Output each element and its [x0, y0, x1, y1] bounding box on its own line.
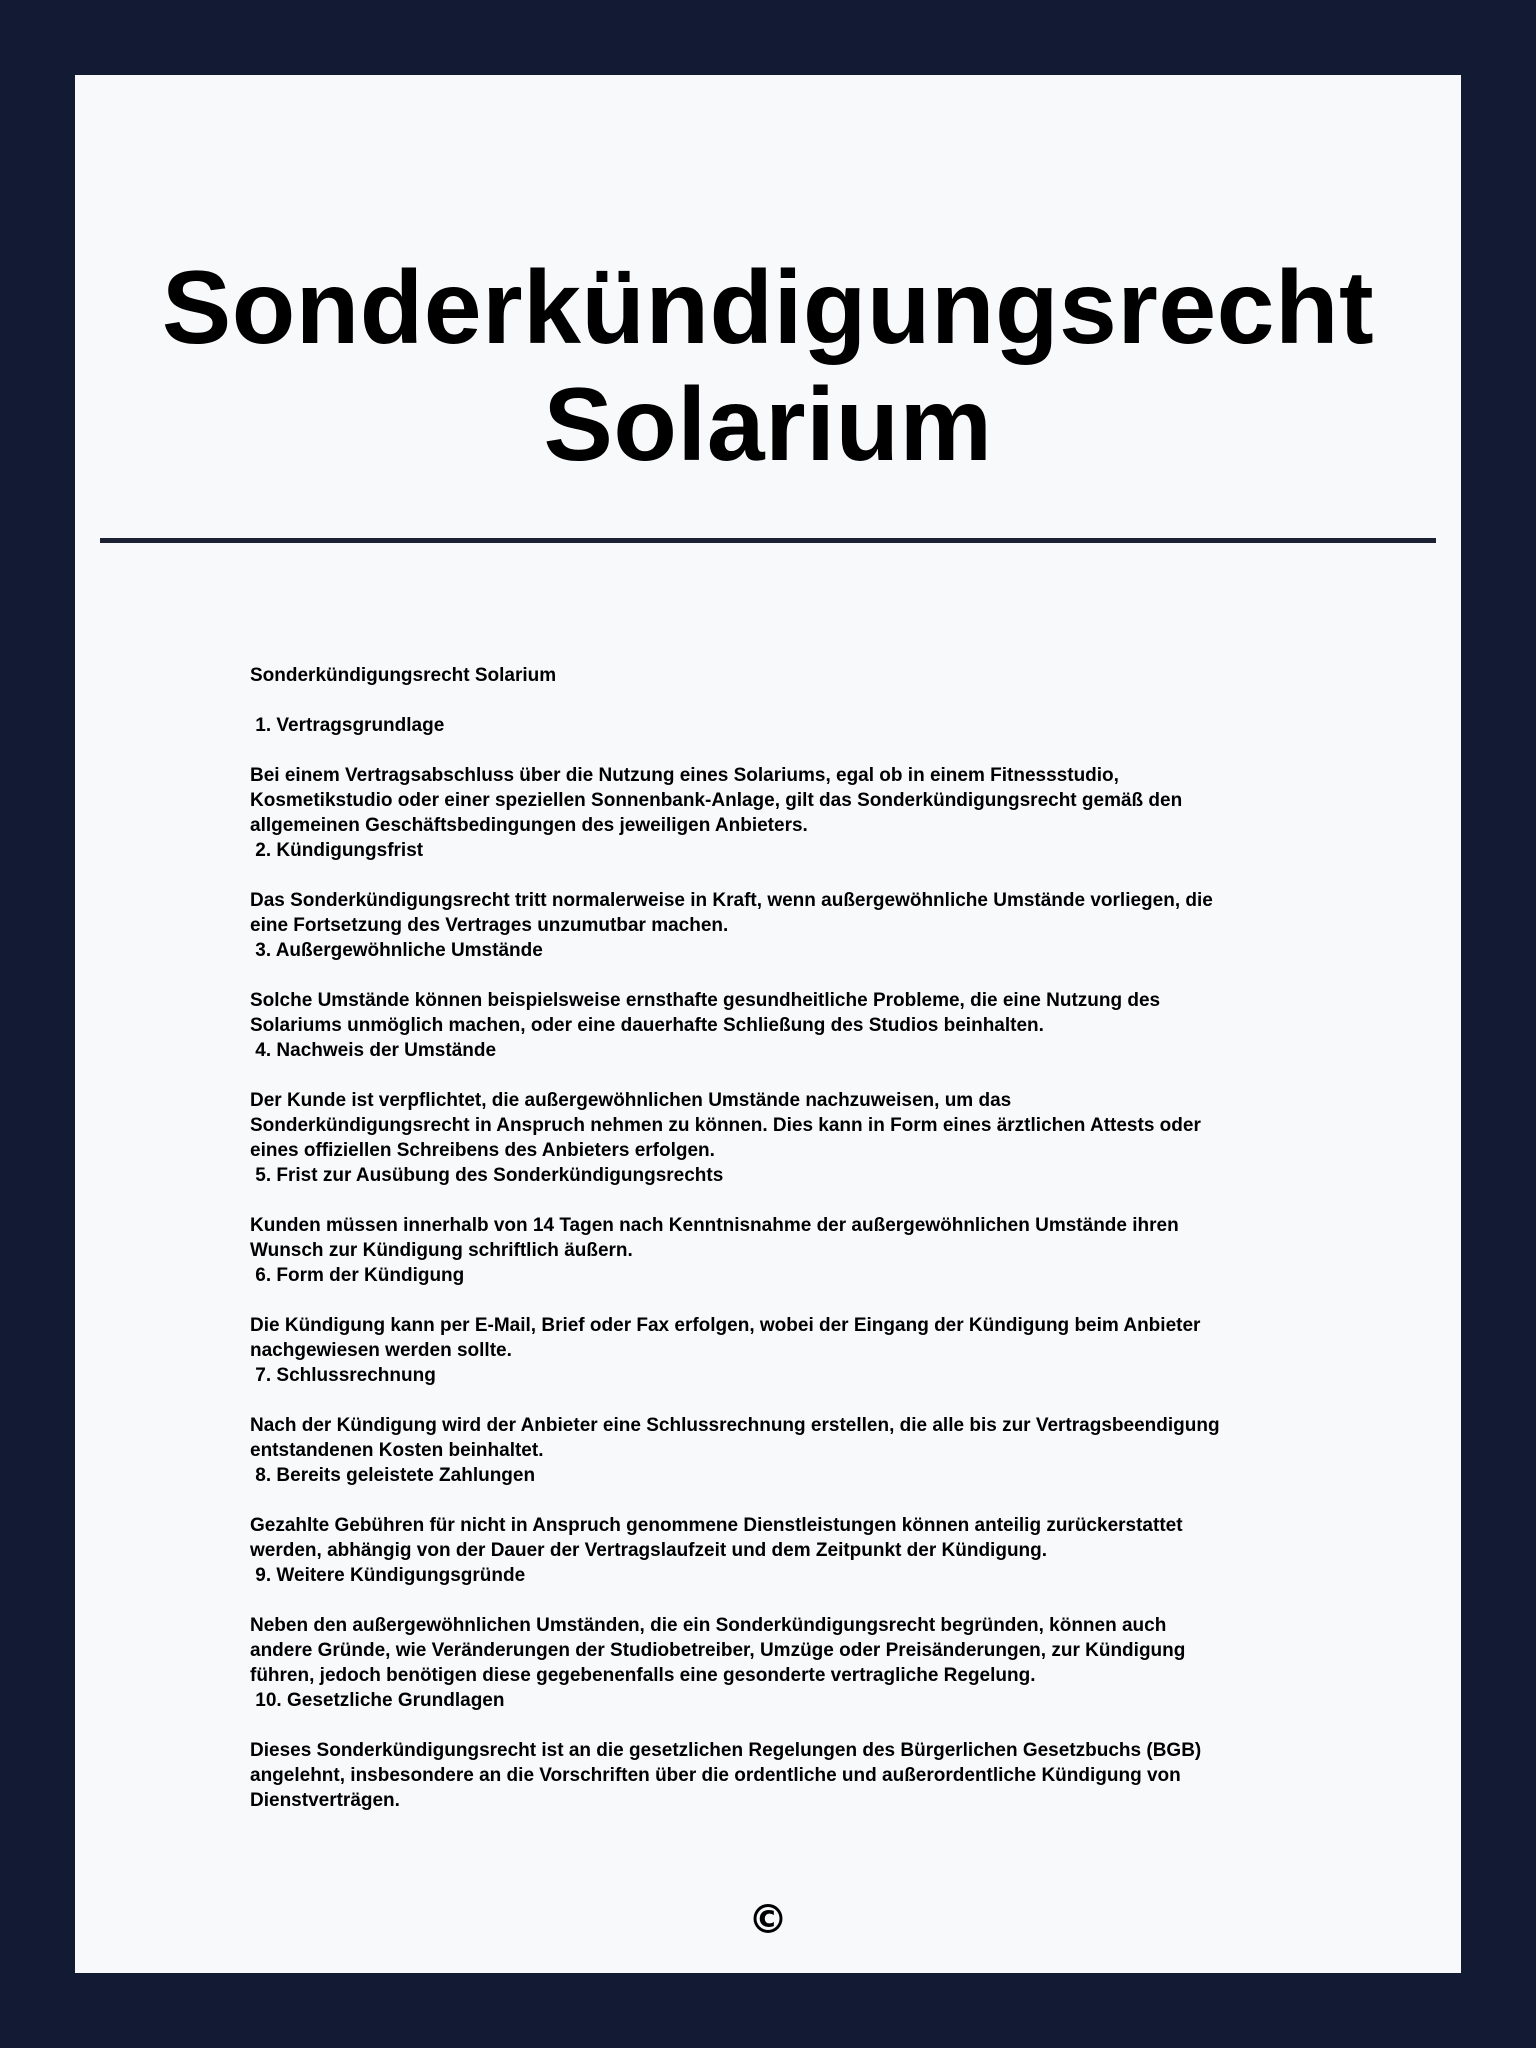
- spacer: [250, 688, 1310, 713]
- section-heading-4: 4. Nachweis der Umstände: [250, 1040, 497, 1061]
- section-body-9: Neben den außergewöhnlichen Umständen, die ein Sonderkündigungsrecht begründen, können auch andere Gründe, wie Veränderungen der Studiobetreiber, Umzüge oder Preisänderungen, zur Kündigung führen, jedoch benötigen diese gegebenenfalls eine gesonderte vertragliche Regelung.: [250, 1615, 1186, 1686]
- section-heading-6: 6. Form der Kündigung: [250, 1265, 465, 1286]
- section-heading-2: 2. Kündigungsfrist: [250, 840, 424, 861]
- document-page: [75, 75, 1461, 1973]
- section-heading-8: 8. Bereits geleistete Zahlungen: [250, 1465, 536, 1486]
- section-body-10: Dieses Sonderkündigungsrecht ist an die gesetzlichen Regelungen des Bürgerlichen Gesetzbuchs (BGB) angelehnt, insbesondere an die Vorschriften über die ordentliche und außerordentliche Kündigung von Dienstverträgen.: [250, 1740, 1202, 1811]
- spacer: [250, 963, 1310, 988]
- section-heading-3: 3. Außergewöhnliche Umstände: [250, 940, 543, 961]
- section-heading-7: 7. Schlussrechnung: [250, 1365, 436, 1386]
- document-body: [250, 663, 1310, 1813]
- spacer: [250, 1388, 1310, 1413]
- section-body-3: Solche Umstände können beispielsweise ernsthafte gesundheitliche Probleme, die eine Nutzung des Solariums unmöglich machen, oder eine dauerhafte Schließung des Studios beinhalten.: [250, 990, 1161, 1036]
- section-heading-1: 1. Vertragsgrundlage: [250, 715, 445, 736]
- section-body-7: Nach der Kündigung wird der Anbieter eine Schlussrechnung erstellen, die alle bis zur Vertragsbeendigung entstandenen Kosten beinhaltet.: [250, 1415, 1220, 1461]
- spacer: [250, 1713, 1310, 1738]
- section-heading-10: 10. Gesetzliche Grundlagen: [250, 1690, 505, 1711]
- section-body-2: Das Sonderkündigungsrecht tritt normalerweise in Kraft, wenn außergewöhnliche Umstände vorliegen, die eine Fortsetzung des Vertrages unzumutbar machen.: [250, 890, 1213, 936]
- section-heading-5: 5. Frist zur Ausübung des Sonderkündigungsrechts: [250, 1165, 724, 1186]
- page-title-line-1: Sonderkündigungsrecht: [161, 250, 1375, 366]
- section-body-8: Gezahlte Gebühren für nicht in Anspruch genommene Dienstleistungen können anteilig zurückerstattet werden, abhängig von der Dauer der Vertragslaufzeit und dem Zeitpunkt der Kündigung.: [250, 1515, 1183, 1561]
- spacer: [250, 1488, 1310, 1513]
- page-title-line-2: Solarium: [543, 367, 993, 483]
- page-title: [75, 250, 1461, 484]
- section-body-4: Der Kunde ist verpflichtet, die außergewöhnlichen Umstände nachzuweisen, um das Sonderkündigungsrecht in Anspruch nehmen zu können. Dies kann in Form eines ärztlichen Attests oder eines offiziellen Schreibens des Anbieters erfolgen.: [250, 1090, 1201, 1161]
- spacer: [250, 1588, 1310, 1613]
- section-body-1: Bei einem Vertragsabschluss über die Nutzung eines Solariums, egal ob in einem Fitnessstudio, Kosmetikstudio oder einer speziellen Sonnenbank-Anlage, gilt das Sonderkündigungsrecht gemäß den allgemeinen Geschäftsbedingungen des jeweiligen Anbieters.: [250, 765, 1183, 836]
- section-body-5: Kunden müssen innerhalb von 14 Tagen nach Kenntnisnahme der außergewöhnlichen Umstände ihren Wunsch zur Kündigung schriftlich äußern.: [250, 1215, 1179, 1261]
- spacer: [250, 1188, 1310, 1213]
- spacer: [250, 1063, 1310, 1088]
- spacer: [250, 863, 1310, 888]
- section-heading-9: 9. Weitere Kündigungsgründe: [250, 1565, 526, 1586]
- title-divider: [100, 538, 1436, 543]
- copyright-icon: ©: [748, 1897, 788, 1943]
- document-subtitle: Sonderkündigungsrecht Solarium: [250, 665, 557, 686]
- section-body-6: Die Kündigung kann per E-Mail, Brief oder Fax erfolgen, wobei der Eingang der Kündigung beim Anbieter nachgewiesen werden sollte.: [250, 1315, 1201, 1361]
- spacer: [250, 1288, 1310, 1313]
- spacer: [250, 738, 1310, 763]
